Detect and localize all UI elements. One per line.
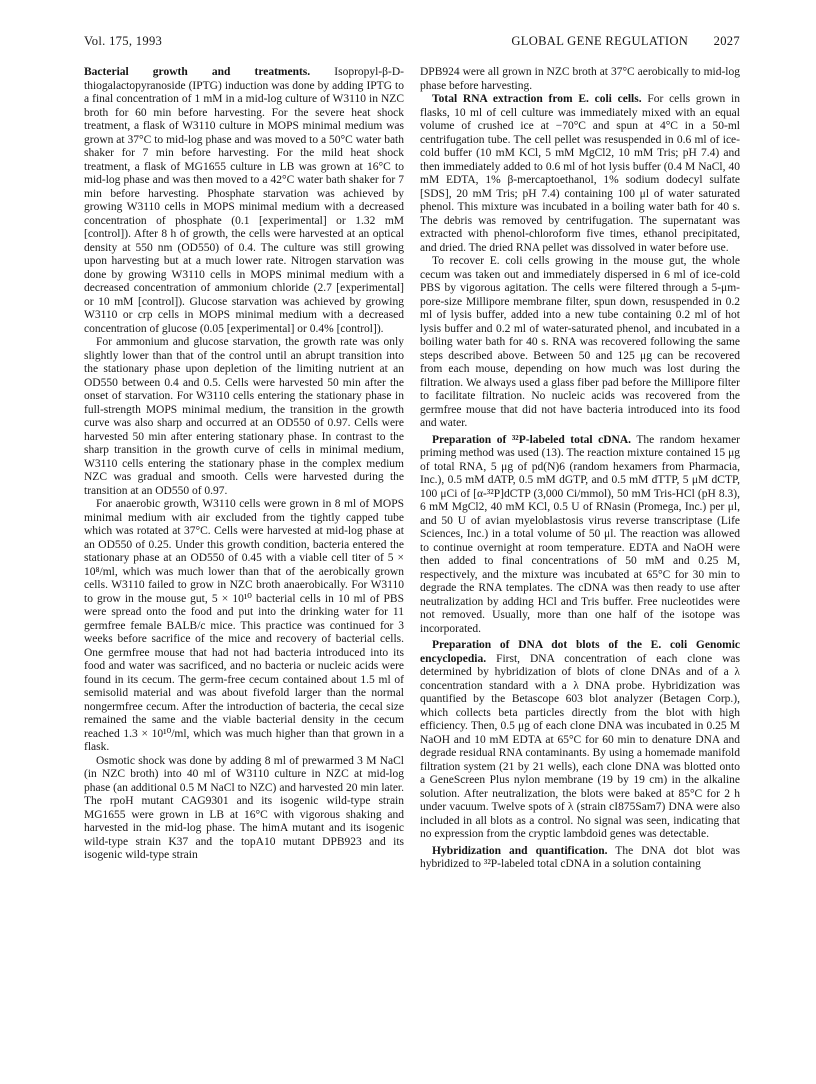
paragraph-text: Isopropyl-β-D-thiogalactopyranoside (IPTG) induction was done by adding IPTG to a final concentration of 1 mM in a mid-log culture of W3110 in NZC broth for 60 min before harvesting. For the severe heat shock treatment, a flask of W3110 culture in MOPS minimal medium was grown at 37°C to mid-log phase and was moved to a 50°C water bath shaker for 7 min before harvesting. For the mild heat shock treatment, a flask of MG1655 culture in LB was grown at 16°C to mid-log phase and was then moved to a 42°C water bath shaker for 7 min before harvesting. Phosphate starvation was achieved by growing W3110 cells in MOPS minimal medium with a decreased concentration of phosphate (0.1 [experimental] or 1.32 mM [control]). After 8 h of growth, the cells were harvested at an optical density at 550 nm (OD550) of 0.4. The culture was still growing upon harvesting but at a much lower rate. Nitrogen starvation was done by growing W3110 cells in MOPS minimal medium with a decreased concentration of ammonium chloride (2.7 [experimental] or 10 mM [control]). Glucose starvation was achieved by growing W3110 or crp cells in MOPS minimal medium with a decreased concentration of glucose (0.05 [experimental] or 0.4% [control]). bbox=[84, 66, 405, 335]
right-column bbox=[420, 66, 740, 872]
paragraph-text: The random hexamer priming method was used (13). The reaction mixture contained 15 μg of total RNA, 5 μg of pd(N)6 (random hexamers from Pharmacia, Inc.), 0.5 mM dATP, 0.5 mM dGTP, and 0.5 mM dTTP, 5 μM dCTP, 100 μCi of [α-³²P]dCTP (3,000 Ci/mmol), 50 mM Tris-HCl (pH 8.3), 6 mM MgCl2, 40 mM KCl, 0.5 U of RNasin (Promega, Inc.) per μl, and 50 U of avian myeloblastosis virus reverse transcriptase (Life Sciences, Inc.) in a total volume of 50 μl. The reaction was allowed to continue overnight at room temperature. EDTA and NaOH were then added to final concentrations of 50 mM and 0.25 M, respectively, and the mixture was incubated at 65°C for 30 min to degrade the RNA templates. The cDNA was then ready to use after neutralization by adding HCl and Tris buffer. Free nucleotides were not removed. Usually, more than one half of the isotope was incorporated. bbox=[420, 433, 740, 635]
paragraph-text: DPB924 were all grown in NZC broth at 37°C aerobically to mid-log phase before harvesting. bbox=[420, 66, 740, 92]
paragraph-mouse-gut bbox=[420, 255, 740, 431]
running-header bbox=[84, 34, 740, 56]
paragraph-text: For anaerobic growth, W3110 cells were grown in 8 ml of MOPS minimal medium with air excluded from the tightly capped tube which was rotated at 37°C. Cells were harvested at mid-log phase at an OD550 of 0.25. Under this growth condition, bacteria entered the stationary phase at an OD550 of 0.45 with a viable cell titer of 5 × 10⁸/ml, which was much lower than that of the aerobically grown cells. W3110 failed to grow in NZC broth anaerobically. For W3110 to grow in the mouse gut, 5 × 10¹⁰ bacterial cells in 10 ml of PBS were spread onto the food and put into the drinking water for 11 germfree female BALB/c mice. This practice was continued for 3 weeks before sacrifice of the mice and recovery of bacterial cells. One germfree mouse that had not had bacteria introduced into its food and water was sacrificed, and no bacteria or nucleic acids were found in its cecum. The germ-free cecum contained about 1.5 ml of semisolid material and was about fivefold larger than the normal nongermfree cecum. After the introduction of bacteria, the cecal size remained the same and the viable bacterial density in the cecum reached 1.3 × 10¹⁰/ml, which was much higher than that grown in a flask. bbox=[84, 498, 404, 753]
paragraph-text: The DNA dot blot was hybridized to ³²P-labeled total cDNA in a solution containing bbox=[420, 844, 741, 870]
paragraph-rna-extraction bbox=[420, 93, 740, 255]
section-title: GLOBAL GENE REGULATION bbox=[511, 34, 689, 48]
paragraph-text: Osmotic shock was done by adding 8 ml of prewarmed 3 M NaCl (in NZC broth) into 40 ml of W3110 culture in NZC at mid-log phase (an additional 0.5 M NaCl to NZC) and harvested 20 min later. The rpoH mutant CAG9301 and its isogenic wild-type strain MG1655 were grown in LB at 16°C with vigorous shaking and harvested in the mid-log phase. The himA mutant and its isogenic wild-type strain K37 and the topA10 mutant DPB923 and its isogenic wild-type strain bbox=[84, 754, 404, 861]
section-heading: Preparation of ³²P-labeled total cDNA. bbox=[432, 433, 632, 446]
header-right bbox=[489, 34, 740, 49]
paragraph-text: First, DNA concentration of each clone was determined by hybridization of blots of clone DNAs and of a λ concentration standard with a λ DNA probe. Hybridization was quantified by the Betascope 603 blot analyzer (Betagen Corp.), which collects beta particles directly from the blot with high efficiency. Then, 0.5 μg of each clone DNA was incubated in 0.25 M NaOH and 10 mM EDTA at 65°C for 60 min to denature DNA and degrade residual RNA contaminants. By using a homemade manifold filtration system (21 by 21 wells), each clone DNA was blotted onto a GeneScreen Plus nylon membrane (19 by 19 cm) in the alkaline solution. After neutralization, the blots were baked at 85°C for 2 h under vacuum. Twelve spots of λ (strain cI875Sam7) DNA were also included in all blots as a control. No signal was seen, indicating that no expression from the cryptic lambdoid genes was detectable. bbox=[420, 652, 740, 840]
section-heading: Bacterial growth and treatments. bbox=[84, 66, 311, 78]
section-heading: Total RNA extraction from E. coli cells. bbox=[432, 93, 642, 105]
paragraph-bacterial-growth bbox=[84, 66, 404, 336]
paragraph-dot-blots bbox=[420, 639, 740, 842]
journal-volume: Vol. 175, 1993 bbox=[84, 34, 163, 48]
section-heading: Hybridization and quantification. bbox=[432, 844, 608, 857]
section-heading: Preparation of DNA dot blots of the E. coli Genomic encyclopedia. bbox=[420, 639, 740, 665]
paragraph-text: For ammonium and glucose starvation, the growth rate was only slightly lower than that of the control until an abrupt transition into the stationary phase upon depletion of the limiting nutrient at an OD550 between 0.4 and 0.5. Cells were harvested 50 min after the onset of starvation. For W3110 cells entering the stationary phase in full-strength MOPS minimal medium, the transition in the growth curve was also sharp and occurred at an OD550 of 0.97. Cells were harvested 50 min after entering stationary phase. In contrast to the sharp transition in the growth curve of cells in minimal medium, W3110 cells entering the stationary phase in the complex medium NZC was gradual and smooth. Cells were harvested during the transition at an OD550 of 0.97. bbox=[84, 336, 404, 497]
paragraph-continued bbox=[420, 66, 740, 93]
paragraph-hybridization bbox=[420, 845, 740, 872]
paragraph-anaerobic bbox=[84, 498, 404, 755]
paragraph-osmotic-shock bbox=[84, 755, 404, 863]
paragraph-ammonium-glucose bbox=[84, 336, 404, 498]
paragraph-text: For cells grown in flasks, 10 ml of cell culture was immediately mixed with an equal volume of crushed ice at −70°C and spun at 4°C in a 50-ml centrifugation tube. The cell pellet was resuspended in 0.6 ml of ice-cold buffer (10 mM KCl, 5 mM MgCl2, 10 mM Tris; pH 7.4) and then immediately added to 0.6 ml of hot lysis buffer (0.4 M NaCl, 40 mM EDTA, 1% β-mercaptoethanol, 1% sodium dodecyl sulfate [SDS], 20 mM Tris; pH 7.4) containing 100 μl of water saturated phenol. This mixture was incubated in a boiling water bath for 40 s. The debris was removed by centrifugation. The supernatant was extracted with phenol-chloroform five times, ethanol precipitated, and dried. The dried RNA pellet was dissolved in water before use. bbox=[420, 93, 740, 254]
paragraph-cdna-prep bbox=[420, 434, 740, 637]
left-column bbox=[84, 66, 404, 863]
page-number: 2027 bbox=[713, 34, 740, 48]
paragraph-text: To recover E. coli cells growing in the mouse gut, the whole cecum was taken out and immediately dispersed in 6 ml of ice-cold PBS by vigorous agitation. The cells were filtered through a 5-μm-pore-size Millipore membrane filter, spun down, resuspended in 0.2 ml of lysis buffer, added into a new tube containing 0.2 ml of hot lysis buffer and 0.2 ml of water-saturated phenol, and incubated in a boiling water bath for 40 s. RNA was recovered following the same steps described above. Between 50 and 125 μg can be recovered from each mouse, depending on how much was lost during the filtration. We always used a glass fiber pad before the Millipore filter to facilitate filtration. No nucleic acids was recovered from the germfree mouse that did not have bacteria introduced into its food and water. bbox=[420, 255, 740, 429]
